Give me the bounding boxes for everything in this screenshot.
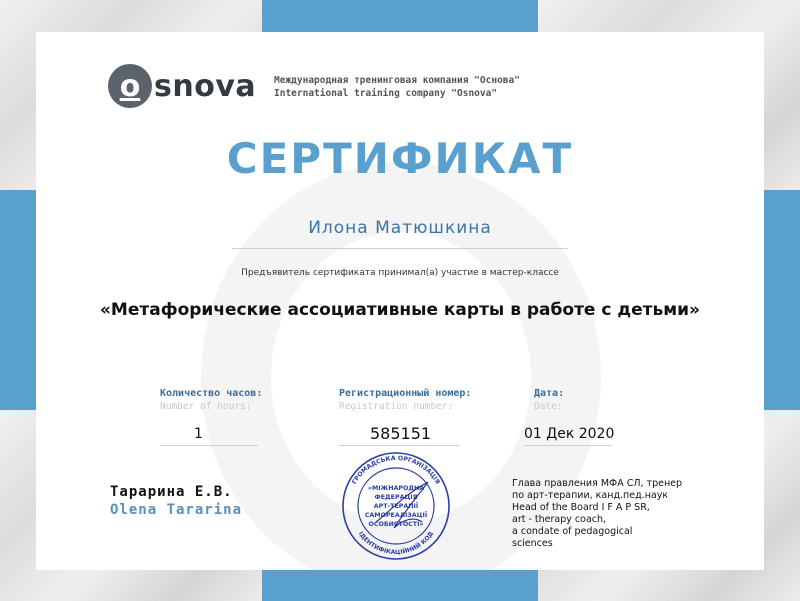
- stamp-ring-top-text: ГРОМАДСЬКА ОРГАНІЗАЦІЯ: [350, 454, 442, 486]
- registration-label: Регистрационный номер:: [339, 388, 472, 399]
- hours-label: Количество часов:: [160, 388, 263, 399]
- position-line: sciences: [512, 538, 553, 549]
- stamp-center-line: САМОРЕАЛІЗАЦІЇ: [364, 512, 428, 519]
- recipient-name: Илона Матюшкина: [308, 218, 492, 238]
- signer-position: [512, 478, 712, 550]
- date-underline: [524, 445, 612, 446]
- date-label: Дата:: [534, 388, 565, 399]
- organization-stamp: [336, 450, 456, 562]
- osnova-logo: [108, 64, 256, 108]
- position-line: по арт-терапии, канд.пед.наук: [512, 490, 669, 501]
- stamp-center-line: ОСОБИСТОСТІ»: [368, 521, 424, 528]
- logo-letter-icon: o: [108, 64, 152, 108]
- certificate-title: СЕРТИФИКАТ: [226, 134, 574, 183]
- registration-underline: [339, 445, 459, 446]
- course-title: «Метафорические ассоциативные карты в работе с детьми»: [99, 300, 701, 320]
- company-name-ru: Международная тренинговая компания "Основа": [274, 75, 520, 86]
- stamp-ring-bottom-text: ІДЕНТИФІКАЦІЙНИЙ КОД: [356, 530, 436, 557]
- signer-name-ru: Тарарина Е.В.: [110, 484, 233, 500]
- hours-sublabel: Number of hours:: [160, 401, 252, 412]
- hours-value: 1: [194, 426, 203, 442]
- position-line: a condate of pedagogical: [512, 526, 633, 537]
- intro-text: Предъявитель сертификата принимал(а) участие в мастер-классе: [241, 268, 559, 278]
- certificate-card: [36, 32, 764, 570]
- logo-text: snova: [154, 68, 257, 104]
- stamp-center-line: АРТ-ТЕРАПІЇ: [373, 503, 419, 510]
- position-line: art - therapy coach,: [512, 514, 607, 525]
- stamp-center-line: ФЕДЕРАЦІЯ: [374, 494, 418, 501]
- stamp-center-line: «МІЖНАРОДНА: [367, 485, 425, 492]
- position-line: Head of the Board I F A P SR,: [512, 502, 650, 513]
- position-line: Глава правления МФА СЛ, тренер: [512, 478, 683, 489]
- company-name: [274, 74, 520, 100]
- date-sublabel: Date:: [534, 401, 563, 412]
- company-name-en: International training company "Osnova": [274, 88, 498, 99]
- date-value: 01 Дек 2020: [524, 426, 615, 442]
- signer-name-en: Olena Tararina: [110, 502, 243, 518]
- registration-value: 585151: [370, 424, 432, 443]
- registration-sublabel: Registration number:: [339, 401, 454, 412]
- hours-underline: [160, 445, 258, 446]
- name-underline: [232, 248, 568, 249]
